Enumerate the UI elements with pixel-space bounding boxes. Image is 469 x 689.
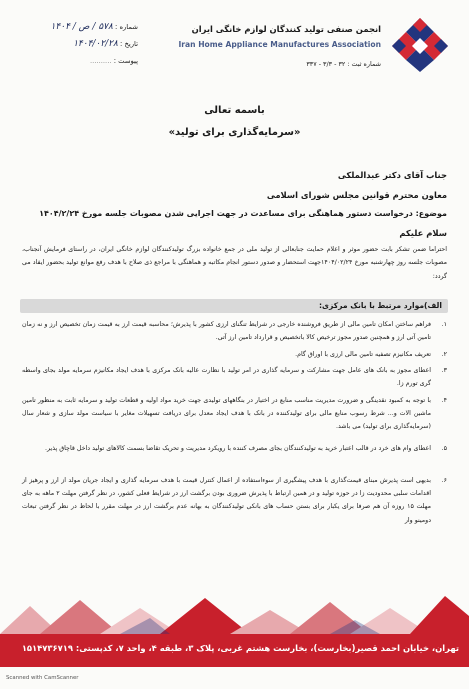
- letter-number-row: شماره : ۵۷۸ / ص / ۱۴۰۴: [50, 22, 138, 32]
- list-item-number: ۱.: [441, 321, 447, 328]
- letter-date-label: تاریخ: [124, 40, 138, 48]
- list-item-text: اعطای مجوز به بانک های عامل جهت مشارکت و سرمایه گذاری در امر تولید با نظارت عالیه بانک مرکزی با هدف ایجاد مکانیزم سرمایه مولد بجای واسطه گری تورم زا.: [22, 367, 431, 388]
- campaign-slogan: «سرمایه‌گذاری برای تولید»: [168, 127, 301, 138]
- list-item-number: ۴.: [441, 397, 447, 404]
- attachment-dots: ..........: [89, 57, 112, 65]
- footer-address: تهران، خیابان احمد قصیر(بخارست)، بخارست هشتم غربی، پلاک ۳، طبقه ۴، واحد ۷، کدپستی: ۱۵۱۴۷۳۶۷۱۹: [21, 643, 459, 653]
- attachment-row: [18, 57, 138, 65]
- list-item-number: ۶.: [441, 477, 447, 484]
- list-item-text: بدیهی است پذیرش مبنای قیمت‌گذاری با هدف پیشگیری از سوءاستفاده از اعمال کنترل قیمت با هدف سرمایه گذاری و ایجاد جریان مولد از ارز و پرهیز از اقدامات سلبی محدودیت زا در حوزه تولید و در همین ارتباط با پذیرش ضروری بودن برگشت ارز در شرایط فعلی کشور، در نظر گرفتن مهلت ۲ ماهه به جای مهلت ۱۵ روزه آن هم صرفا برای یکبار برای بستن حساب های بانکی تولیدکنندگان به بهانه عدم برگشت ارز در مهلت مقرر با لحاظ در نظر گرفتن تبعات دومینو وار: [22, 477, 432, 524]
- section-a-heading: [20, 299, 448, 313]
- letter-date-value: ۱۴۰۴/۰۲/۲۸: [73, 39, 118, 49]
- letter-number-label: شماره: [119, 23, 138, 31]
- scanner-watermark: Scanned with CamScanner: [6, 675, 79, 681]
- association-logo: [390, 16, 450, 74]
- footer-decoration: [0, 596, 469, 634]
- list-item: [22, 318, 447, 344]
- footer-address-bar: [0, 634, 469, 667]
- letter-subject: موضوع: درخواست دستور هماهنگی برای مساعدت در جهت اجرایی شدن مصوبات جلسه مورخ ۱۴۰۴/۲/۲۴: [39, 209, 447, 218]
- attachment-label: پیوست :: [113, 57, 138, 65]
- registration-number: شماره ثبت : ۳۲ - ۳/۳ - ۳۳۷: [306, 60, 381, 68]
- association-name-persian: انجمن صنفی تولید کنندگان لوازم خانگی ایران: [191, 24, 381, 34]
- list-item-text: تعریف مکانیزم تصفیه تامین مالی ارزی با اوراق گام.: [295, 351, 431, 358]
- list-item-number: ۲.: [441, 351, 447, 358]
- list-item-number: ۵.: [441, 445, 447, 452]
- list-item: [22, 442, 447, 455]
- basmala: باسمه تعالی: [204, 105, 265, 116]
- list-item: [22, 348, 447, 361]
- list-item-text: با توجه به کمبود نقدینگی و ضرورت مدیریت مناسب منابع در اختیار در بنگاههای تولیدی جهت خرید مواد اولیه و قطعات تولید و سرمایه ثابت به منظور تامین ماشین الات و... شرط رسوب منابع مالی برای تولیدکننده در بانک با هدف ایجاد معدل برای دریافت تسهیلات مغایر با سیاست مولد سازی و شعار سال (سرمایه‌گذاری برای تولید) می باشد.: [22, 397, 431, 431]
- list-item-text: اعطای وام های خرد در قالب اعتبار خرید به تولیدکنندگان بجای مصرف کننده با رویکرد مدیریت و تحریک تقاضا بسمت کالاهای تولید داخل قاچاق پذیر.: [44, 445, 431, 452]
- list-item: [22, 474, 447, 527]
- letter-date-row: تاریخ : ۱۴۰۴/۰۲/۲۸: [73, 39, 138, 49]
- intro-paragraph: احتراما ضمن تشکر بابت حضور موثر و اعلام حمایت جنابعالی از تولید ملی در جمع خانواده بزرگ تولیدکنندگان لوازم خانگی ایران، در راستای فرمایش آنجناب، مصوبات جلسه روز چهارشنبه مورخ ۱۴۰۴/۰۲/۲۴جهت استحضار و صدور دستور انجام مکاتبه و هماهنگی با مراجع ذی صلاح با هدف رفع موانع تولید بحضور ایفاد می گردد:: [22, 246, 447, 280]
- association-name-english: Iran Home Appliance Manufactures Association: [178, 40, 381, 49]
- section-a-heading-text: الف)موارد مرتبط با بانک مرکزی:: [319, 301, 442, 310]
- recipient-name: جناب آقای دکتر عبدالملکی: [337, 170, 447, 180]
- list-item-text: فراهم ساختن امکان تامین مالی از طریق فروشنده خارجی در شرایط تنگنای ارزی کشور با پذیرش؛ محاسبه قیمت ارز به قیمت زمان تخصیص ارز و نه زمان تامین آتی ارز و همچنین صدور مجوز ترخیص کالا باتخصیص و قرارداد تامین ارز آتی.: [22, 321, 431, 342]
- letter-number-value: ۵۷۸ / ص / ۱۴۰۴: [50, 22, 113, 32]
- greeting: سلام علیکم: [399, 228, 447, 238]
- list-item: [22, 394, 447, 434]
- recipient-title: معاون محترم قوانین مجلس شورای اسلامی: [266, 190, 447, 200]
- list-item: [22, 364, 447, 390]
- list-item-number: ۳.: [441, 367, 447, 374]
